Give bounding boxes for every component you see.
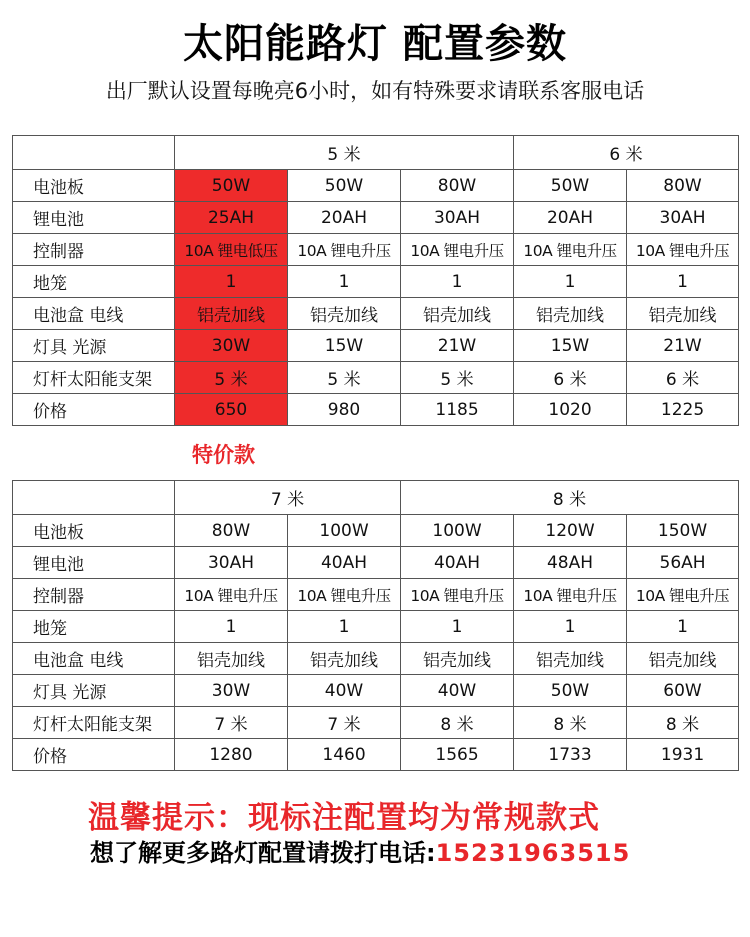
table-cell: 8 米 <box>514 707 627 739</box>
table-row <box>13 170 739 202</box>
table-header-row <box>13 136 739 170</box>
table-cell: 15W <box>514 330 627 362</box>
row-label-controller: 控制器 <box>13 234 175 266</box>
row-label-lamp: 灯具 光源 <box>13 675 175 707</box>
table-cell: 5 米 <box>401 362 514 394</box>
table-cell: 10A 锂电升压 <box>514 579 627 611</box>
special-offer-label: 特价款 <box>192 443 255 467</box>
table-cell: 20AH <box>514 202 627 234</box>
row-label-battery-box: 电池盒 电线 <box>13 298 175 330</box>
table-cell: 100W <box>401 515 514 547</box>
table-cell: 50W <box>288 170 401 202</box>
table-cell: 铝壳加线 <box>627 298 739 330</box>
table-cell: 7 米 <box>288 707 401 739</box>
table-cell: 21W <box>401 330 514 362</box>
table-cell: 100W <box>288 515 401 547</box>
table-cell: 40W <box>288 675 401 707</box>
table-cell: 25AH <box>175 202 288 234</box>
table-cell: 5 米 <box>288 362 401 394</box>
table-cell: 铝壳加线 <box>175 643 288 675</box>
row-label-pole: 灯杆太阳能支架 <box>13 362 175 394</box>
table-cell: 1 <box>401 266 514 298</box>
table-cell: 10A 锂电升压 <box>401 579 514 611</box>
table-row <box>13 394 739 426</box>
contact-text: 想了解更多路灯配置请拨打电话: <box>90 839 436 867</box>
table-cell: 40AH <box>401 547 514 579</box>
table-cell: 铝壳加线 <box>288 643 401 675</box>
table-cell: 10A 锂电升压 <box>627 234 739 266</box>
table-cell: 80W <box>627 170 739 202</box>
group-header-6m: 6 米 <box>514 136 739 170</box>
table-cell: 铝壳加线 <box>288 298 401 330</box>
row-label-battery-box: 电池盒 电线 <box>13 643 175 675</box>
group-header-8m: 8 米 <box>401 481 739 515</box>
table-row <box>13 362 739 394</box>
row-label-battery: 锂电池 <box>13 547 175 579</box>
table-cell: 50W <box>514 675 627 707</box>
row-label-price: 价格 <box>13 394 175 426</box>
table-row <box>13 298 739 330</box>
table-cell: 1460 <box>288 739 401 771</box>
table-row <box>13 547 739 579</box>
table-cell: 铝壳加线 <box>401 298 514 330</box>
table-cell: 铝壳加线 <box>514 298 627 330</box>
row-label-pole: 灯杆太阳能支架 <box>13 707 175 739</box>
table-row <box>13 266 739 298</box>
table-cell: 40W <box>401 675 514 707</box>
group-header-5m: 5 米 <box>175 136 514 170</box>
table-cell: 30W <box>175 330 288 362</box>
table-cell: 120W <box>514 515 627 547</box>
contact-line <box>90 836 630 870</box>
table-cell: 48AH <box>514 547 627 579</box>
table-cell: 1 <box>627 266 739 298</box>
table-cell: 30W <box>175 675 288 707</box>
table-cell: 10A 锂电升压 <box>288 579 401 611</box>
table-cell: 铝壳加线 <box>627 643 739 675</box>
table-header-row <box>13 481 739 515</box>
table-cell: 1931 <box>627 739 739 771</box>
table-cell: 5 米 <box>175 362 288 394</box>
spec-table-7-8m <box>12 480 739 771</box>
row-label-panel: 电池板 <box>13 170 175 202</box>
table-row <box>13 675 739 707</box>
table-cell: 6 米 <box>514 362 627 394</box>
table-cell: 1 <box>514 611 627 643</box>
table-cell: 8 米 <box>627 707 739 739</box>
table-cell: 10A 锂电升压 <box>401 234 514 266</box>
table-row <box>13 330 739 362</box>
row-label-controller: 控制器 <box>13 579 175 611</box>
table-cell: 1 <box>401 611 514 643</box>
table-cell: 1565 <box>401 739 514 771</box>
table-cell: 1 <box>514 266 627 298</box>
table-cell: 1 <box>175 611 288 643</box>
table-cell: 10A 锂电低压 <box>175 234 288 266</box>
row-label-panel: 电池板 <box>13 515 175 547</box>
table-cell: 980 <box>288 394 401 426</box>
table-cell: 7 米 <box>175 707 288 739</box>
table-cell: 56AH <box>627 547 739 579</box>
table-row <box>13 643 739 675</box>
table-cell: 10A 锂电升压 <box>627 579 739 611</box>
table-cell: 10A 锂电升压 <box>514 234 627 266</box>
row-label-price: 价格 <box>13 739 175 771</box>
table-row <box>13 515 739 547</box>
table-cell: 6 米 <box>627 362 739 394</box>
table-cell: 1185 <box>401 394 514 426</box>
phone-number[interactable]: 15231963515 <box>435 839 631 867</box>
table-cell: 1280 <box>175 739 288 771</box>
table-cell: 1 <box>627 611 739 643</box>
table-cell: 80W <box>175 515 288 547</box>
table-cell: 20AH <box>288 202 401 234</box>
table-cell: 50W <box>175 170 288 202</box>
table-cell: 21W <box>627 330 739 362</box>
table-cell: 40AH <box>288 547 401 579</box>
header-empty-cell <box>13 136 175 170</box>
table-cell: 30AH <box>627 202 739 234</box>
table-cell: 150W <box>627 515 739 547</box>
table-cell: 1 <box>288 266 401 298</box>
table-cell: 铝壳加线 <box>401 643 514 675</box>
table-row <box>13 234 739 266</box>
row-label-ground-cage: 地笼 <box>13 611 175 643</box>
table-cell: 30AH <box>175 547 288 579</box>
table-cell: 30AH <box>401 202 514 234</box>
row-label-ground-cage: 地笼 <box>13 266 175 298</box>
table-cell: 60W <box>627 675 739 707</box>
table-cell: 10A 锂电升压 <box>175 579 288 611</box>
table-cell: 铝壳加线 <box>514 643 627 675</box>
table-cell: 铝壳加线 <box>175 298 288 330</box>
row-label-battery: 锂电池 <box>13 202 175 234</box>
table-row <box>13 202 739 234</box>
table-row <box>13 707 739 739</box>
table-cell: 1020 <box>514 394 627 426</box>
row-label-lamp: 灯具 光源 <box>13 330 175 362</box>
table-row <box>13 611 739 643</box>
table-cell: 80W <box>401 170 514 202</box>
table-cell: 8 米 <box>401 707 514 739</box>
header-empty-cell <box>13 481 175 515</box>
table-row <box>13 739 739 771</box>
warm-tip: 温馨提示：现标注配置均为常规款式 <box>88 800 600 836</box>
table-cell: 1 <box>288 611 401 643</box>
table-cell: 10A 锂电升压 <box>288 234 401 266</box>
group-header-7m: 7 米 <box>175 481 401 515</box>
table-cell: 650 <box>175 394 288 426</box>
page-subtitle: 出厂默认设置每晚亮6小时，如有特殊要求请联系客服电话 <box>105 79 645 103</box>
table-cell: 1 <box>175 266 288 298</box>
spec-table-5-6m <box>12 135 739 426</box>
table-cell: 1225 <box>627 394 739 426</box>
table-cell: 1733 <box>514 739 627 771</box>
table-cell: 50W <box>514 170 627 202</box>
page-title: 太阳能路灯 配置参数 <box>183 20 567 67</box>
table-cell: 15W <box>288 330 401 362</box>
table-row <box>13 579 739 611</box>
